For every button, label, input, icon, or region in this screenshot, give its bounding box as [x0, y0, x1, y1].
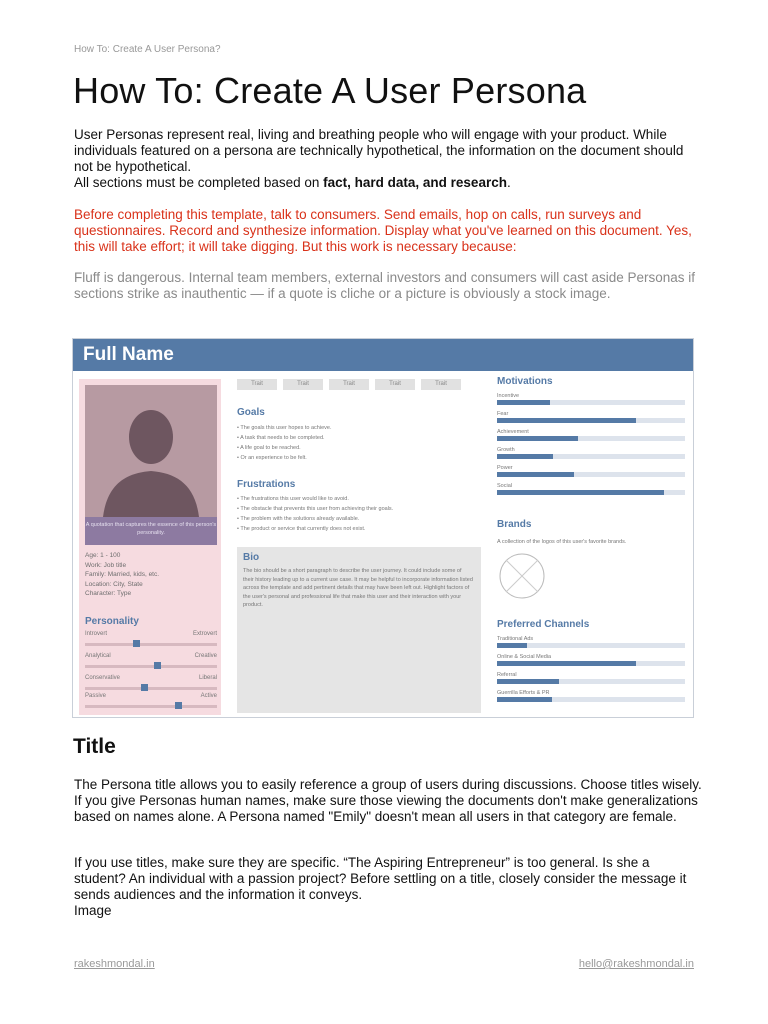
- intro-line-1: User Personas represent real, living and breathing people who will engage with your product. While individuals featured on a persona are technically hypothetical, the information on the document should not be hypothetical.: [74, 127, 684, 174]
- bar-fill: [497, 643, 527, 648]
- person-silhouette-icon: [85, 385, 217, 517]
- goal-item: • The goals this user hopes to achieve.: [237, 425, 332, 431]
- intro-line-2-pre: All sections must be completed based on: [74, 175, 324, 190]
- channel-bar: [497, 672, 685, 686]
- slider-left-label: Introvert: [85, 631, 108, 637]
- bar-fill: [497, 418, 636, 423]
- footer-website-link[interactable]: rakeshmondal.in: [74, 958, 155, 970]
- frustration-item: • The obstacle that prevents this user from achieving their goals.: [237, 506, 394, 512]
- persona-quote: A quotation that captures the essence of this person's personality.: [85, 517, 217, 545]
- slider-left-label: Passive: [85, 693, 107, 699]
- intro-line-2-bold: fact, hard data, and research: [323, 175, 507, 190]
- goal-item: • Or an experience to be felt.: [237, 455, 307, 461]
- slider-right-label: Extrovert: [192, 631, 217, 637]
- persona-full-name: Full Name: [83, 344, 174, 365]
- slider-knob: [141, 684, 148, 691]
- trait-tag: Trait: [375, 379, 415, 390]
- intro-line-2-post: .: [506, 175, 511, 190]
- footer-email-link[interactable]: hello@rakeshmondal.in: [578, 958, 694, 970]
- fact-item: Character: Type: [85, 590, 132, 597]
- frustration-item: • The frustrations this user would like to avoid.: [237, 496, 349, 502]
- bar-fill: [497, 679, 559, 684]
- persona-photo-placeholder: [85, 385, 217, 517]
- bar-fill: [497, 490, 664, 495]
- channel-bar: [497, 654, 685, 668]
- goal-item-text: A task that needs to be completed.: [240, 435, 325, 441]
- slider-track: [85, 643, 217, 646]
- frustrations-title: Frustrations: [237, 479, 296, 490]
- channels-title: Preferred Channels: [497, 619, 590, 630]
- bar-fill: [497, 454, 553, 459]
- slider-left-label: Conservative: [85, 675, 121, 681]
- intro-line-2: [74, 175, 704, 191]
- trait-tag: Trait: [329, 379, 369, 390]
- section-paragraph-2: If you use titles, make sure they are specific. “The Aspiring Entrepreneur” is too general. Is she a student? An individual with a passion project? Before settling on a title, closely consider the message it sends audiences and the information it conveys.: [74, 855, 687, 902]
- bar-fill: [497, 400, 550, 405]
- fact-item: Age: 1 - 100: [85, 552, 121, 559]
- goal-item: • A life goal to be reached.: [237, 445, 301, 451]
- slider-knob: [175, 702, 182, 709]
- frustration-item-text: The product or service that currently does not exist.: [240, 526, 366, 532]
- goal-item-text: The goals this user hopes to achieve.: [240, 425, 332, 431]
- channel-label: Online & Social Media: [497, 654, 552, 660]
- persona-left-column: [79, 379, 221, 715]
- fact-item: Family: Married, kids, etc.: [85, 571, 160, 578]
- motivation-label: Growth: [497, 447, 515, 453]
- motivation-label: Incentive: [497, 393, 520, 399]
- personality-slider: [85, 631, 217, 653]
- running-header: How To: Create A User Persona?: [74, 44, 221, 55]
- section-paragraph-3: Image: [74, 903, 112, 918]
- goal-item: • A task that needs to be completed.: [237, 435, 325, 441]
- page-title: How To: Create A User Persona: [73, 70, 587, 111]
- slider-right-label: Active: [200, 693, 217, 699]
- motivation-bar: [497, 483, 685, 497]
- motivation-label: Power: [497, 465, 513, 471]
- motivation-bar: [497, 447, 685, 461]
- motivations-title: Motivations: [497, 376, 553, 387]
- motivation-label: Social: [497, 483, 512, 489]
- slider-track: [85, 687, 217, 690]
- bio-text: The bio should be a short paragraph to describe the user journey. It could include some of their history leading up to a current use case. It may be helpful to incorporate information listed across the template and add pertinent details that may have been left out. Highlight factors of the user's personal and professional life that make this user and their interaction with your product.: [243, 568, 473, 608]
- frustration-item: • The product or service that currently does not exist.: [237, 526, 366, 532]
- channel-label: Traditional Ads: [497, 636, 534, 642]
- goals-list: [237, 423, 331, 463]
- brands-text: A collection of the logos of this user's favorite brands.: [497, 539, 627, 545]
- brands-title: Brands: [497, 519, 532, 530]
- persona-card-header: [73, 339, 693, 371]
- trait-tag: Trait: [421, 379, 461, 390]
- frustration-item: • The problem with the solutions already available.: [237, 516, 360, 522]
- channel-label: Guerrilla Efforts & PR: [497, 690, 550, 696]
- section-paragraph-1: The Persona title allows you to easily reference a group of users during discussions. Choose titles wisely. If you give Personas human names, make sure those viewing the documents don't make generalizations based on names alone. A Persona named "Emily" doesn't mean all users in that category are female.: [74, 777, 702, 824]
- trait-tag: Trait: [237, 379, 277, 390]
- persona-template-image: [72, 338, 694, 718]
- motivation-bar: [497, 393, 685, 407]
- bio-title: Bio: [243, 552, 260, 563]
- slider-knob: [154, 662, 161, 669]
- section-heading-title: Title: [73, 735, 116, 758]
- bio-box: [237, 547, 481, 713]
- slider-track: [85, 665, 217, 668]
- note-paragraph: Fluff is dangerous. Internal team members, external investors and consumers will cast aside Personas if sections strike as inauthentic — if a quote is cliche or a picture is obviously a stock image.: [74, 270, 696, 301]
- frustrations-list: [237, 494, 393, 534]
- warning-paragraph: Before completing this template, talk to consumers. Send emails, hop on calls, run surveys and questionnaires. Record and synthesize information. Display what you've learned on this document. Yes, this will take effort; it will take digging. But this work is necessary because:: [74, 207, 692, 254]
- brand-logo-placeholder-icon: [497, 551, 547, 601]
- slider-left-label: Analytical: [85, 653, 111, 659]
- frustration-item-text: The frustrations this user would like to avoid.: [240, 496, 349, 502]
- personality-title: Personality: [85, 616, 139, 627]
- motivation-label: Achievement: [497, 429, 529, 435]
- intro-paragraph: [74, 127, 704, 191]
- slider-track: [85, 705, 217, 708]
- persona-middle-column: [231, 379, 481, 715]
- channel-bar: [497, 690, 685, 704]
- slider-right-label: Creative: [194, 653, 217, 659]
- slider-knob: [133, 640, 140, 647]
- goal-item-text: Or an experience to be felt.: [240, 455, 307, 461]
- slider-right-label: Liberal: [198, 675, 217, 681]
- frustration-item-text: The obstacle that prevents this user from achieving their goals.: [240, 506, 394, 512]
- bar-fill: [497, 436, 578, 441]
- bar-fill: [497, 661, 636, 666]
- goals-title: Goals: [237, 407, 265, 418]
- trait-tag: Trait: [283, 379, 323, 390]
- motivation-bar: [497, 411, 685, 425]
- motivation-bar: [497, 429, 685, 443]
- personality-slider: [85, 653, 217, 675]
- personality-slider: [85, 693, 217, 715]
- motivation-bar: [497, 465, 685, 479]
- persona-right-column: [489, 376, 689, 715]
- persona-facts: [85, 551, 159, 599]
- fact-item: Work: Job title: [85, 561, 127, 569]
- bar-fill: [497, 472, 574, 477]
- channel-bar: [497, 636, 685, 650]
- motivation-label: Fear: [497, 411, 509, 417]
- goal-item-text: A life goal to be reached.: [240, 445, 301, 451]
- bar-fill: [497, 697, 552, 702]
- channel-label: Referral: [497, 672, 517, 678]
- fact-item: Location: City, State: [85, 580, 143, 588]
- frustration-item-text: The problem with the solutions already available.: [240, 516, 360, 522]
